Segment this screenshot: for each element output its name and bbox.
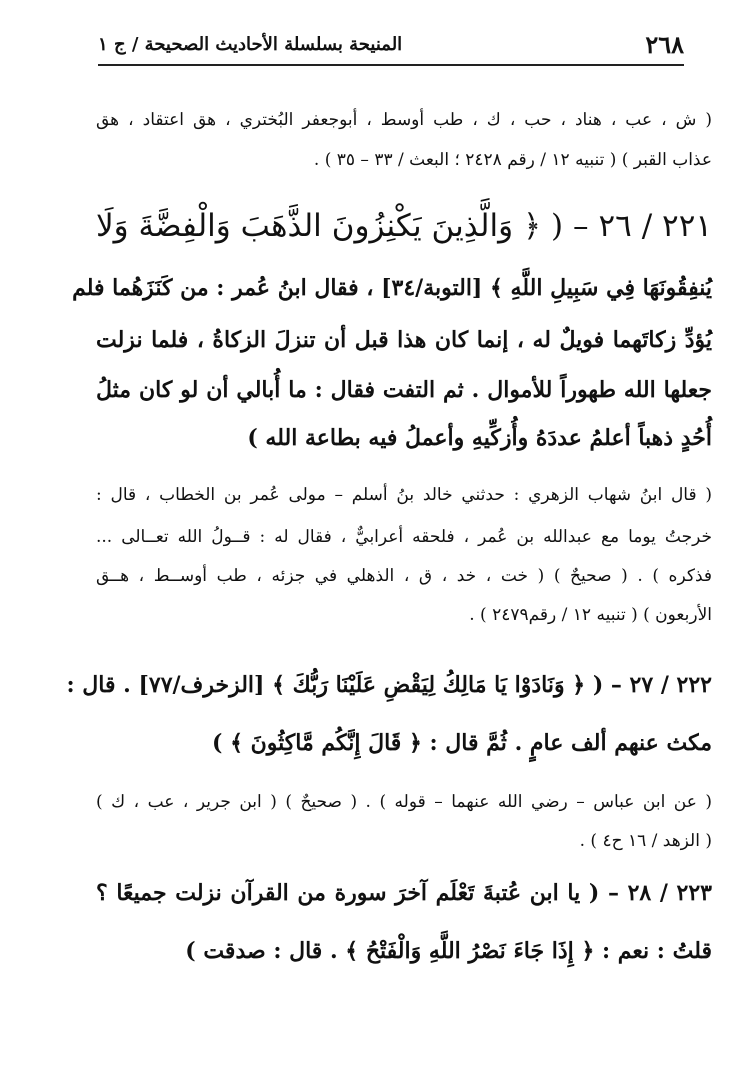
running-title: المنيحة بسلسلة الأحاديث الصحيحة / ج ١: [98, 34, 403, 55]
text-line: جعلها الله طهوراً للأموال . ثم التفت فقال : ما أُبالي أن لو كان مثلُ: [96, 377, 712, 403]
text-line: ( قال ابنُ شهاب الزهري : حدثني خالد بنُ أسلم – مولى عُمر بن الخطاب ، قال :: [96, 485, 712, 505]
text-line: ( عن ابن عباس – رضي الله عنهما – قوله ) . ( صحيحٌ ) ( ابن جرير ، عب ، ك ): [96, 792, 712, 812]
text-line: أُحُدٍ ذهباً أعلمُ عددَهُ وأُزكِّيهِ وأعملُ فيه بطاعة الله ): [247, 425, 712, 451]
text-line: ( ش ، عب ، هناد ، حب ، ك ، طب أوسط ، أبوجعفر البُختري ، هق اعتقاد ، هق: [96, 110, 712, 130]
text-line: عذاب القبر ) ( تنبيه ١٢ / رقم ٢٤٢٨ ؛ البعث / ٣٣ – ٣٥ ) .: [313, 150, 712, 170]
hadith-223-heading: ٢٢٣ / ٢٨ – ( يا ابن عُتبةَ تَعْلَم آخرَ سورة من القرآن نزلت جميعًا ؟: [96, 880, 712, 906]
text-line: مكث عنهم ألف عامٍ . ثُمَّ قال : ﴿ قَالَ إِنَّكُم مَّاكِثُونَ ﴾ ): [212, 730, 712, 756]
hadith-222-heading: ٢٢٢ / ٢٧ – ( ﴿ وَنَادَوْا يَا مَالِكُ لِيَقْضِ عَلَيْنَا رَبُّكَ ﴾ [الزخرف/٧٧] . قال :: [66, 672, 712, 698]
text-line: يُؤدِّ زكاتَهما فويلٌ له ، إنما كان هذا قبل أن تنزلَ الزكاةُ ، فلما نزلت: [96, 327, 712, 353]
hadith-221-heading: ٢٢١ / ٢٦ – ( ﴿ وَالَّذِينَ يَكْنِزُونَ الذَّهَبَ وَالْفِضَّةَ وَلَا: [96, 208, 712, 244]
page-header: [98, 30, 684, 66]
text-line: الأربعون ) ( تنبيه ١٢ / رقم٢٤٧٩ ) .: [469, 605, 712, 625]
text-line: فذكره ) . ( صحيحٌ ) ( خت ، خد ، ق ، الذهلي في جزئه ، طب أوســط ، هــق: [96, 566, 712, 586]
text-line: ( الزهد / ١٦ ح٤ ) .: [579, 831, 712, 851]
text-line: خرجتُ يوما مع عبدالله بن عُمر ، فلحقه أعرابيٌّ ، فقال له : قــولُ الله تعــالى ...: [96, 527, 712, 547]
page-number: ٢٦٨: [645, 30, 684, 59]
text-line: قلتُ : نعم : ﴿ إِذَا جَاءَ نَصْرُ اللَّهِ وَالْفَتْحُ ﴾ . قال : صدقت ): [185, 938, 712, 964]
text-line: يُنفِقُونَهَا فِي سَبِيلِ اللَّهِ ﴾ [التوبة/٣٤] ، فقال ابنُ عُمر : من كَنَزَهُما فلم: [72, 275, 712, 301]
